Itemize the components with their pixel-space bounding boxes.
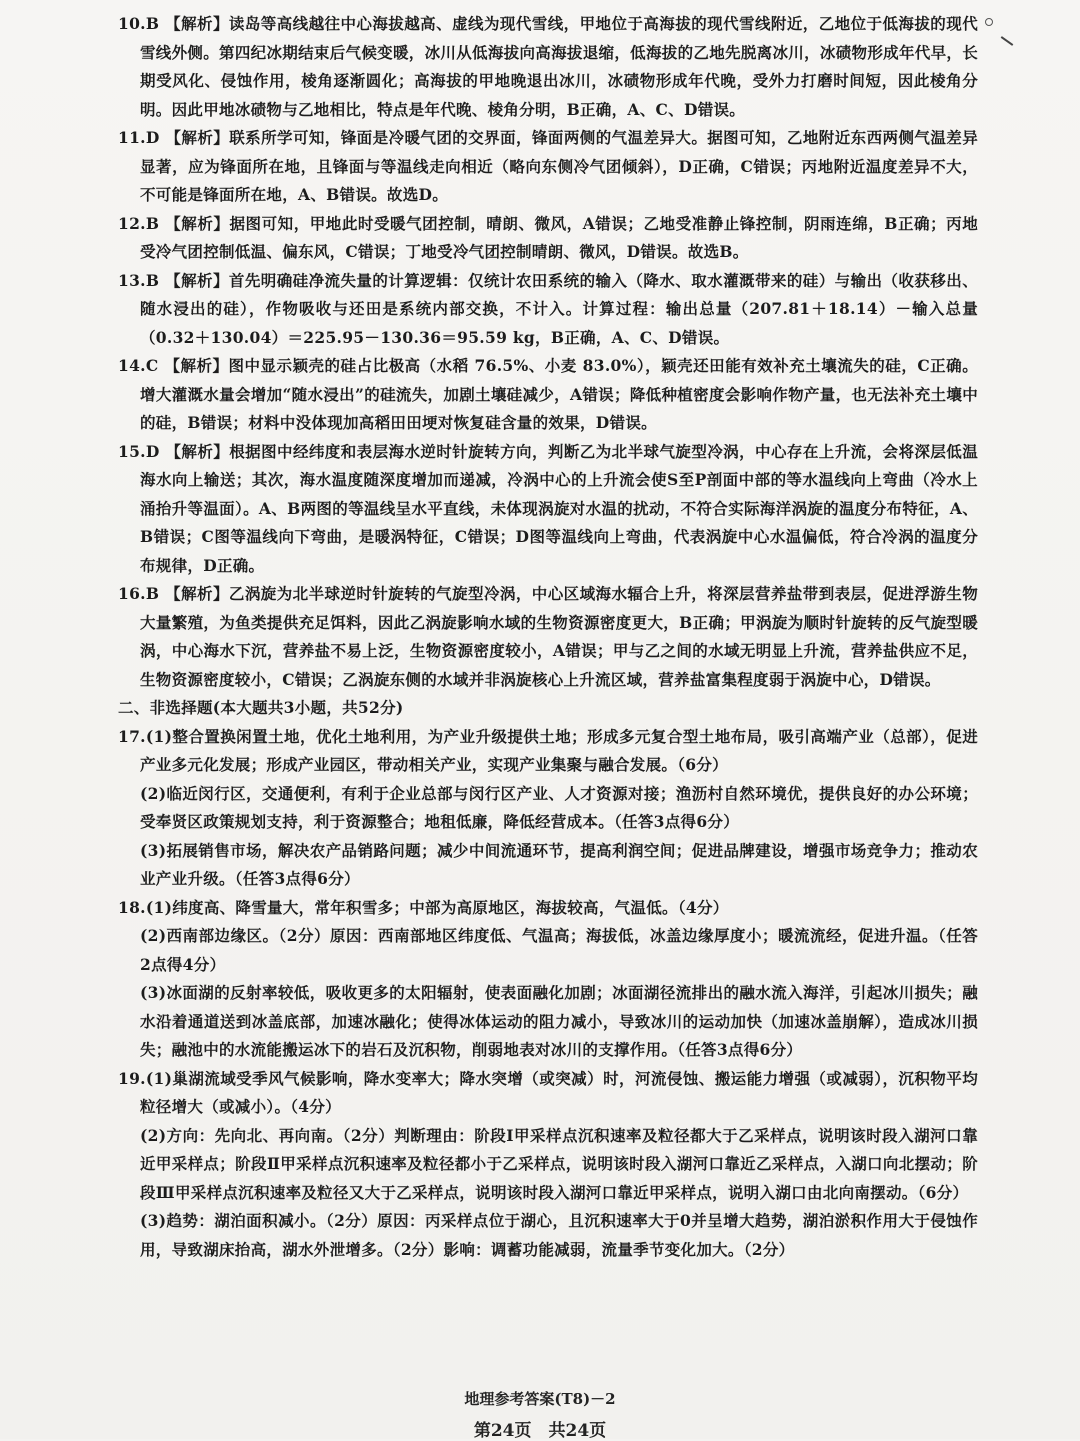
question-14 [118,352,978,438]
answer-part: (1)纬度高、降雪量大，常年积雪多；中部为高原地区，海拔较高，气温低。（4分） [145,897,729,917]
question-19-part-1 [118,1065,978,1122]
question-number: 15.D [118,441,160,461]
question-17-part-3: (3)拓展销售市场，解决农产品销路问题；减少中间流通环节，提高利润空间；促进品牌建设，增强市场竞争力；推动农业产业升级。（任答3点得6分） [140,840,978,888]
scan-mark [1001,36,1014,46]
question-17-part-1 [118,723,978,780]
question-number: 14.C [118,356,159,375]
question-analysis: 读岛等高线越往中心海拔越高、虚线为现代雪线，甲地位于高海拔的现代雪线附近，乙地位于低海拔的现代雪线外侧。第四纪冰期结束后气候变暖，冰川从低海拔向高海拔退缩，低海拔的乙地先脱离冰川，冰碛物形成年代早，长期受风化、侵蚀作用，棱角逐渐圆化；高海拔的甲地晚退出冰川，冰碛物形成年代晚，受外力打磨时间短，因此棱角分明。因此甲地冰碛物与乙地相比，特点是年代晚、棱角分明，B正确，A、C、D错误。 [140,14,978,119]
footer-page-number: 第24页 共24页 [473,1421,607,1441]
question-18 [118,894,978,1065]
analysis-label: 【解析】 [165,270,229,290]
analysis-label: 【解析】 [165,14,229,33]
question-11 [118,124,978,210]
question-number: 13.B [118,270,160,290]
question-analysis: 联系所学可知，锋面是冷暖气团的交界面，锋面两侧的气温差异大。据图可知，乙地附近东西两侧气温差异显著，应为锋面所在地，且锋面与等温线走向相近（略向东侧冷气团倾斜），D正确，C错误；丙地附近温度差异不大，不可能是锋面所在地，A、B错误。故选D。 [140,128,979,204]
question-19 [118,1065,978,1265]
question-18-part-1 [118,894,978,923]
question-number: 10.B [118,14,160,33]
question-19-part-2: (2)方向：先向北、再向南。（2分）判断理由：阶段Ⅰ甲采样点沉积速率及粒径都大于乙采样点，说明该时段入湖河口靠近甲采样点；阶段Ⅱ甲采样点沉积速率及粒径都小于乙采样点，说明该时段入湖河口靠近乙采样点，入湖口向北摆动；阶段Ⅲ甲采样点沉积速率及粒径又大于乙采样点，说明该时段入湖河口靠近甲采样点，说明入湖口由北向南摆动。（6分） [140,1125,978,1202]
question-analysis: 根据图中经纬度和表层海水逆时针旋转方向，判断乙为北半球气旋型冷涡，中心存在上升流，会将深层低温海水向上输送；其次，海水温度随深度增加而递减，冷涡中心的上升流会使S至P剖面中部的等水温线向上弯曲（冷水上涌抬升等温面）。A、B两图的等温线呈水平直线，未体现涡旋对水温的扰动，不符合实际海洋涡旋的温度分布特征，A、B错误；C图等温线向下弯曲，是暖涡特征，C错误；D图等温线向上弯曲，代表涡旋中心水温偏低，符合冷涡的温度分布规律，D正确。 [140,441,979,575]
question-analysis: 图中显示颖壳的硅占比极高（水稻 76.5%、小麦 83.0%），颖壳还田能有效补充土壤流失的硅，C正确。增大灌溉水量会增加“随水浸出”的硅流失，加剧土壤硅减少，A错误；降低种植密度会影响作物产量，也无法补充土壤中的硅，B错误；材料中没体现加高稻田田埂对恢复硅含量的效果，D错误。 [140,356,978,432]
question-number: 16.B [118,584,160,603]
analysis-label: 【解析】 [164,356,229,375]
answer-part: (1)整合置换闲置土地，优化土地利用，为产业升级提供土地；形成多元复合型土地布局，吸引高端产业（总部），促进产业多元化发展；形成产业园区，带动相关产业，实现产业集聚与融合发展。（6分） [140,726,978,774]
section-title: 二、非选择题(本大题共3小题，共52分) [118,698,404,717]
question-number: 11.D [118,128,160,147]
question-16 [118,580,978,694]
question-analysis: 首先明确硅净流失量的计算逻辑：仅统计农田系统的输入（降水、取水灌溉带来的硅）与输出（收获移出、随水浸出的硅），作物吸收与还田是系统内部交换，不计入。计算过程：输出总量（207.81＋18.14）－输入总量（0.32＋130.04）＝225.95－130.36＝95.59 kg，B正确，A、C、D错误。 [140,270,978,347]
analysis-label: 【解析】 [165,584,229,603]
question-number: 12.B [118,213,160,233]
question-18-part-3: (3)冰面湖的反射率较低，吸收更多的太阳辐射，使表面融化加剧；冰面湖径流排出的融水流入海洋，引起冰川损失；融水沿着通道送到冰盖底部，加速冰融化；使得冰体运动的阻力减小，导致冰川的运动加快（加速冰盖崩解），造成冰川损失；融池中的水流能搬运冰下的岩石及沉积物，削弱地表对冰川的支撑作用。（任答3点得6分） [140,983,978,1059]
question-10 [118,10,978,124]
answer-content [118,10,978,1264]
analysis-label: 【解析】 [165,441,230,461]
answer-part: (1)巢湖流域受季风气候影响，降水变率大；降水突增（或突减）时，河流侵蚀、搬运能力增强（或减弱），沉积物平均粒径增大（或减小）。（4分） [140,1068,978,1116]
question-number: 18. [118,897,146,917]
question-13 [118,267,978,353]
question-18-part-2: (2)西南部边缘区。（2分）原因：西南部地区纬度低、气温高；海拔低，冰盖边缘厚度小；暖流流经，促进升温。（任答2点得4分） [140,926,978,974]
question-number: 19. [118,1068,146,1088]
scan-mark [985,18,993,26]
question-analysis: 乙涡旋为北半球逆时针旋转的气旋型冷涡，中心区域海水辐合上升，将深层营养盐带到表层，促进浮游生物大量繁殖，为鱼类提供充足饵料，因此乙涡旋影响水域的生物资源密度更大，B正确；甲涡旋为顺时针旋转的反气旋型暖涡，中心海水下沉，营养盐不易上泛，生物资源密度较小，A错误；甲与乙之间的水域无明显上升流，营养盐供应不足，生物资源密度较小，C错误；乙涡旋东侧的水域并非涡旋核心上升流区域，营养盐富集程度弱于涡旋中心，D错误。 [140,584,978,689]
analysis-label: 【解析】 [165,128,230,147]
question-17 [118,723,978,894]
question-17-part-2: (2)临近闵行区，交通便利，有利于企业总部与闵行区产业、人才资源对接；渔沥村自然环境优，提供良好的办公环境；受奉贤区政策规划支持，利于资源整合；地租低廉，降低经营成本。（任答3点得6分） [140,783,978,831]
footer-doc-title: 地理参考答案(T8)－2 [464,1390,616,1408]
question-15 [118,438,978,581]
analysis-label: 【解析】 [165,213,230,233]
question-number: 17. [118,726,146,746]
question-12 [118,210,978,267]
question-19-part-3: (3)趋势：湖泊面积减小。（2分）原因：丙采样点位于湖心，且沉积速率大于0并呈增大趋势，湖泊淤积作用大于侵蚀作用，导致湖床抬高，湖水外泄增多。（2分）影响：调蓄功能减弱，流量季节变化加大。（2分） [140,1211,978,1259]
question-analysis: 据图可知，甲地此时受暖气团控制，晴朗、微风，A错误；乙地受准静止锋控制，阴雨连绵，B正确；丙地受冷气团控制低温、偏东风，C错误；丁地受冷气团控制晴朗、微风，D错误。故选B。 [140,213,978,261]
